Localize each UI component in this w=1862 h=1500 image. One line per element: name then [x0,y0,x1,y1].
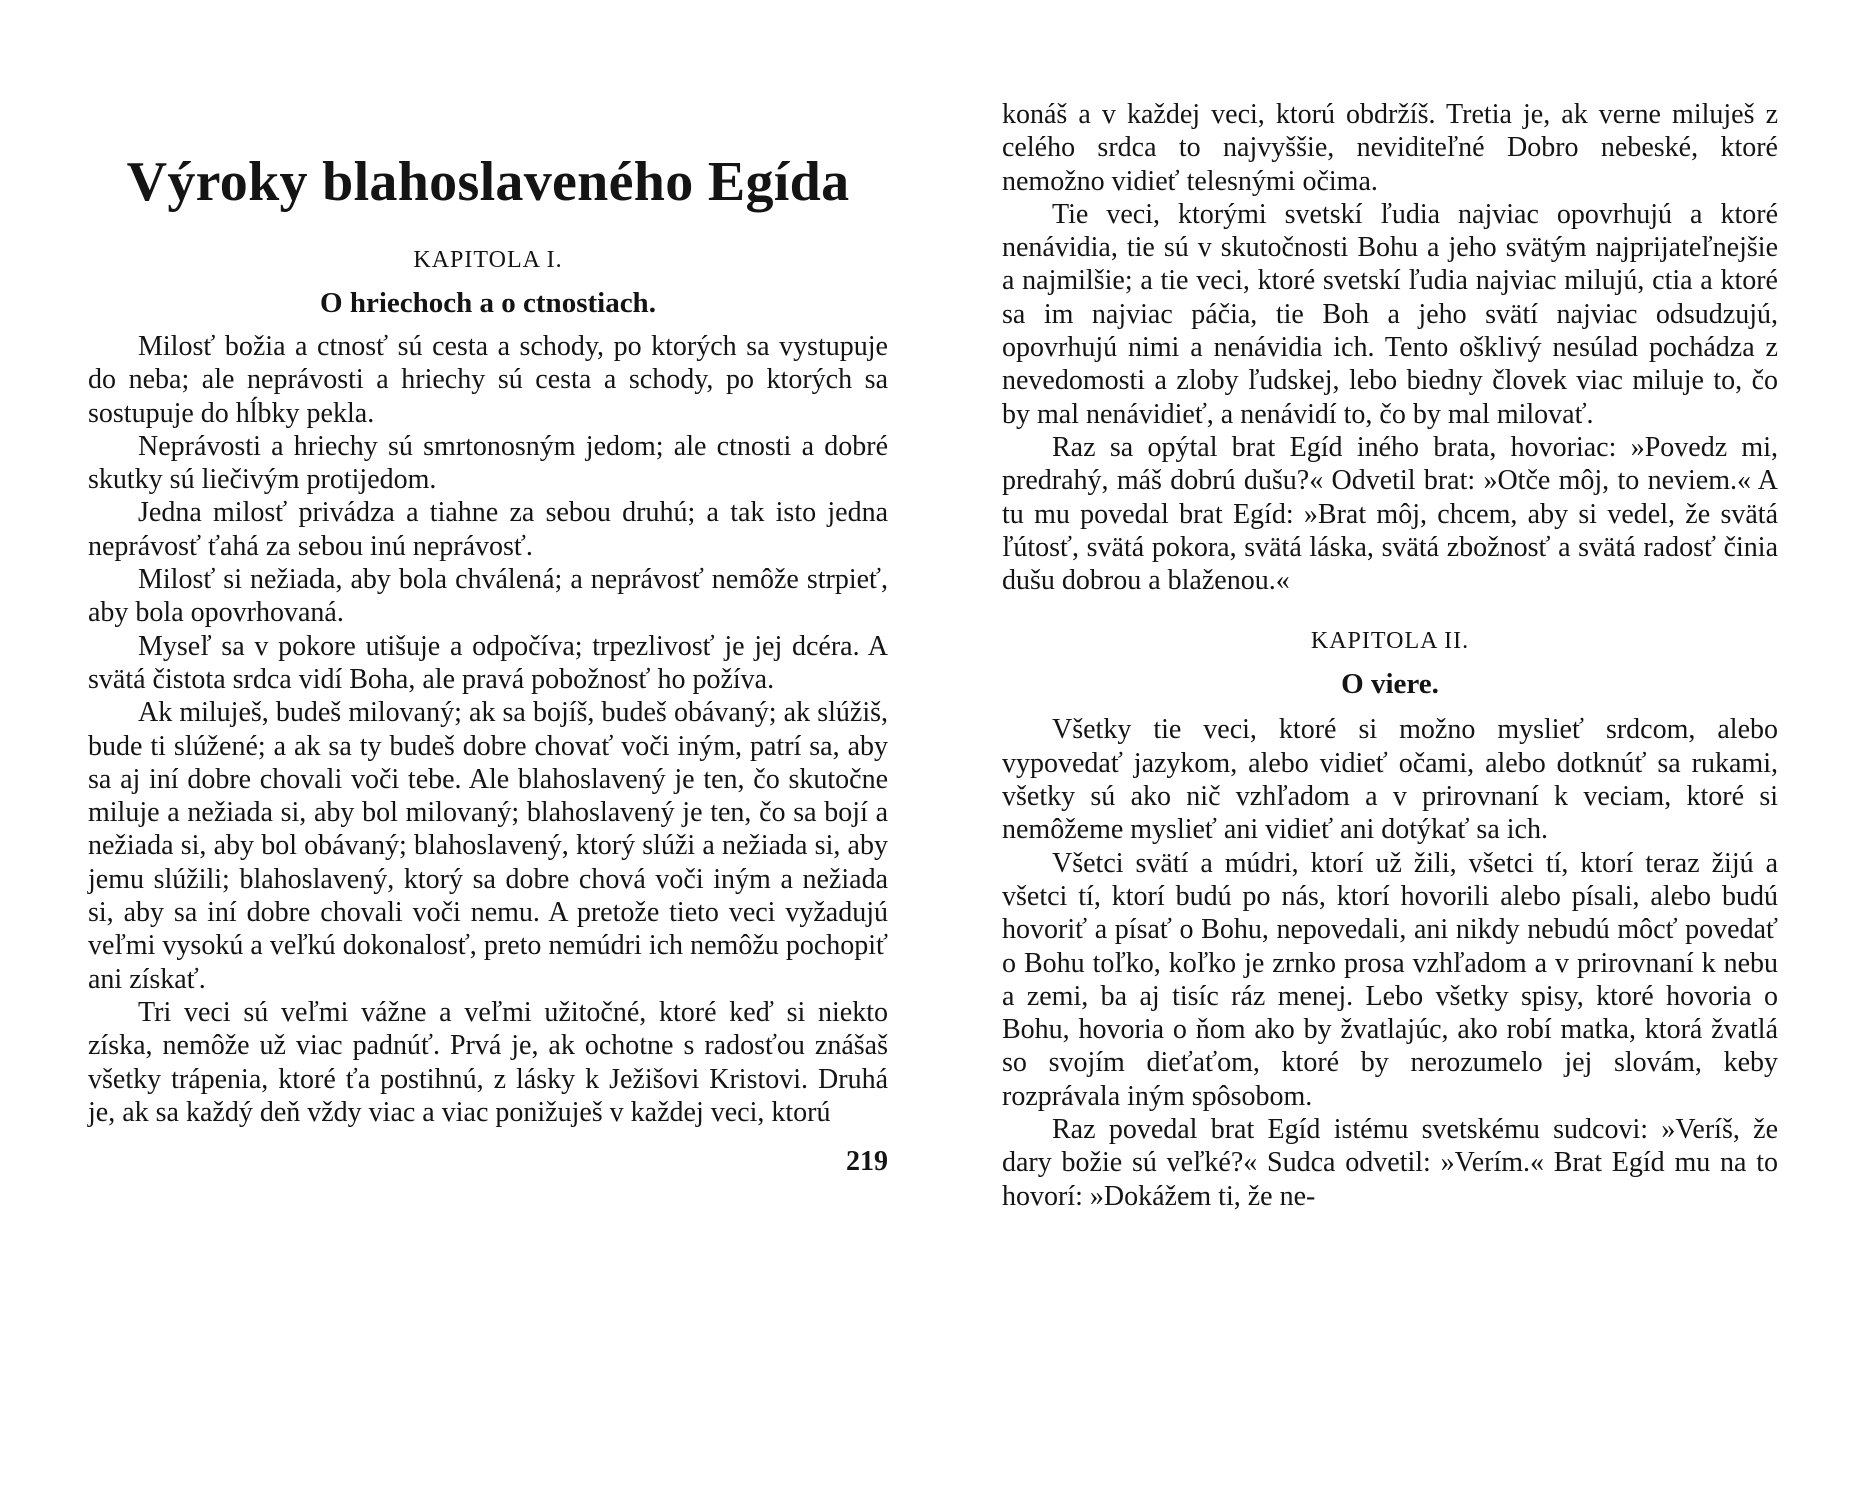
right-page [1002,98,1778,1213]
paragraph: Tie veci, ktorými svetskí ľudia najviac opovrhujú a ktoré nenávidia, tie sú v skutočnosti Bohu a jeho svätým najprijateľnejšie a najmilšie; a tie veci, ktoré svetskí ľudia najviac milujú, ctia a ktoré sa im najviac páčia, tie Boh a jeho svätí najviac odsudzujú, opovrhujú nimi a nenávidia ich. Tento ošklivý nesúlad pochádza z nevedomosti a zloby ľudskej, lebo biedny človek viac miluje to, čo by mal nenávidieť, a nenávidí to, čo by mal milovať. [1002,198,1778,430]
paragraph: Tri veci sú veľmi vážne a veľmi užitočné, ktoré keď si niekto získa, nemôže už viac padnúť. Prvá je, ak ochotne s radosťou znášaš všetky trápenia, ktoré ťa postihnú, z lásky k Ježišovi Kristovi. Druhá je, ak sa každý deň vždy viac a viac ponižuješ v každej veci, ktorú [88,996,888,1128]
paragraph: Všetky tie veci, ktoré si možno myslieť srdcom, alebo vypovedať jazykom, alebo vidieť očami, alebo dotknúť sa rukami, všetky sú ako nič vzhľadom a v prirovnaní k veciam, ktoré si nemôžeme myslieť ani vidieť ani dotýkať sa ich. [1002,714,1778,846]
page-number: 219 [846,1146,888,1178]
paragraph: Myseľ sa v pokore utišuje a odpočíva; trpezlivosť je jej dcéra. A svätá čistota srdca vidí Boha, ale pravá pobožnosť ho požíva. [88,630,888,695]
paragraph-continued: konáš a v každej veci, ktorú obdržíš. Tretia je, ak verne miluješ z celého srdca to najvyššie, neviditeľné Dobro nebeské, ktoré nemožno vidieť telesnými očima. [1002,99,1778,197]
page-title: Výroky blahoslaveného Egída [126,151,850,213]
paragraph: Všetci svätí a múdri, ktorí už žili, všetci tí, ktorí teraz žijú a všetci tí, ktorí budú po nás, ktorí hovorili alebo písali, alebo budú hovoriť a písať o Bohu, nepovedali, ani nikdy nebudú môcť povedať o Bohu toľko, koľko je zrnko prosa vzhľadom a v prirovnaní k nebu a zemi, ba aj tisíc ráz menej. Lebo všetky spisy, ktoré hovoria o Bohu, hovoria o ňom ako by žvatlajúc, ako robí matka, ktorá žvatlá so svojím dieťaťom, ktoré by nerozumelo jej slovám, keby rozprávala iným spôsobom. [1002,847,1778,1112]
paragraph: Raz sa opýtal brat Egíd iného brata, hovoriac: »Povedz mi, predrahý, máš dobrú dušu?« Odvetil brat: »Otče môj, to neviem.« A tu mu povedal brat Egíd: »Brat môj, chcem, aby si vedel, že svätá ľútosť, svätá pokora, svätá láska, svätá zbožnosť a svätá radosť činia dušu dobrou a blaženou.« [1002,431,1778,597]
chapter-label: KAPITOLA I. [413,247,563,273]
paragraph: Ak miluješ, budeš milovaný; ak sa bojíš, budeš obávaný; ak slúžiš, bude ti slúžené; a ak sa ty budeš dobre chovať voči iným, patrí sa, aby sa aj iní dobre chovali voči tebe. Ale blahoslavený je ten, čo skutočne miluje a nežiada si, aby bol milovaný; blahoslavený je ten, čo sa bojí a nežiada si, aby bol obávaný; blahoslavený, ktorý slúži a nežiada si, aby jemu slúžili; blahoslavený, ktorý sa dobre chová voči iným a nežiada si, aby sa iní dobre chovali voči nemu. A pretože tieto veci vyžadujú veľmi vysokú a veľkú dokonalosť, preto nemúdri ich nemôžu pochopiť ani získať. [88,697,888,995]
paragraph: Raz povedal brat Egíd istému svetskému sudcovi: »Veríš, že dary božie sú veľké?« Sudca odvetil: »Verím.« Brat Egíd mu na to hovorí: »Dokážem ti, že ne- [1002,1114,1778,1212]
chapter-heading: O hriechoch a o ctnostiach. [320,287,656,319]
paragraph: Milosť božia a ctnosť sú cesta a schody, po ktorých sa vystupuje do neba; ale neprávosti a hriechy sú cesta a schody, po ktorých sa sostupuje do hĺbky pekla. [88,331,888,429]
paragraph: Neprávosti a hriechy sú smrtonosným jedom; ale ctnosti a dobré skutky sú liečivým protijedom. [88,430,888,496]
left-page [88,110,888,1178]
chapter-heading: O viere. [1341,668,1439,701]
paragraph: Milosť si nežiada, aby bola chválená; a neprávosť nemôže strpieť, aby bola opovrhovaná. [88,564,888,629]
chapter-label: KAPITOLA II. [1310,628,1470,655]
paragraph: Jedna milosť privádza a tiahne za sebou druhú; a tak isto jedna neprávosť ťahá za sebou inú neprávosť. [88,497,888,562]
